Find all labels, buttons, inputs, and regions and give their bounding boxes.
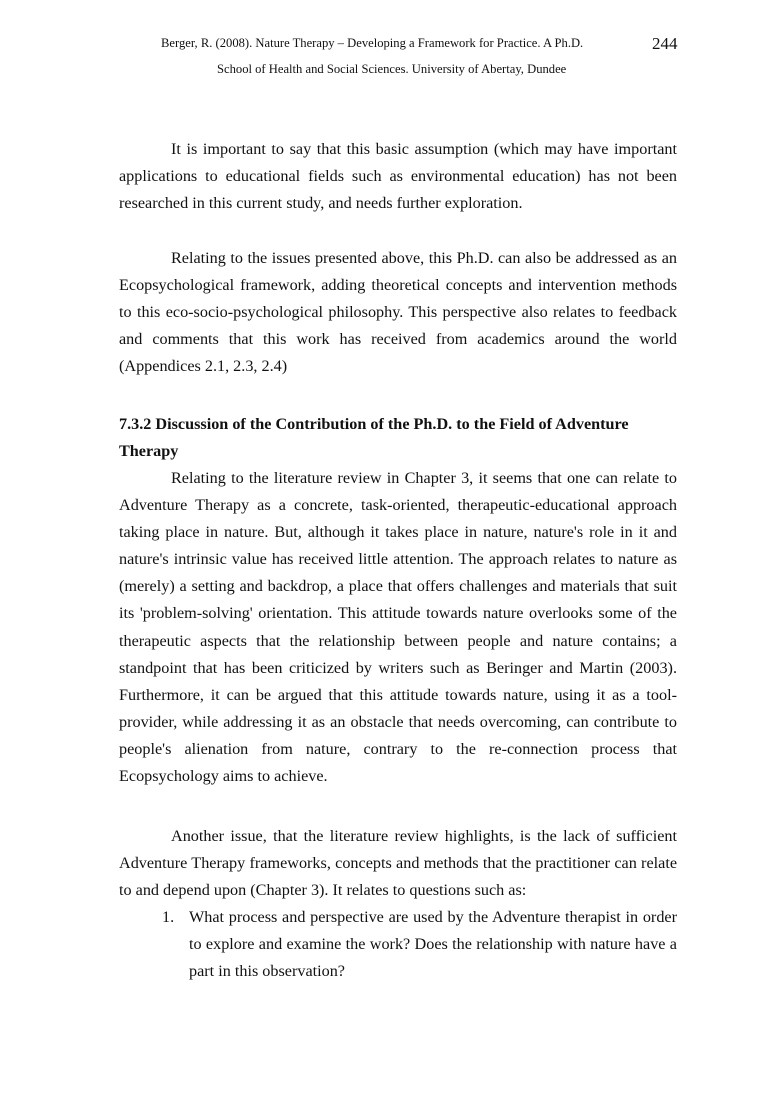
running-header-institution: School of Health and Social Sciences. University of Abertay, Dundee [217,62,567,76]
list-item-text: What process and perspective are used by the Adventure therapist in order to explore and examine the work? Does the relationship with nature have a part in this observation? [189,908,677,981]
body-paragraph: Relating to the issues presented above, this Ph.D. can also be addressed as an Ecopsychological framework, adding theoretical concepts and intervention methods to this eco-socio-psychological philosophy. This perspective also relates to feedback and comments that this work has received from academics around the world (Appendices 2.1, 2.3, 2.4) [119,249,677,376]
list-item-number: 1. [162,908,175,926]
list-item [162,904,677,985]
body-paragraph: Relating to the literature review in Chapter 3, it seems that one can relate to Adventure Therapy as a concrete, task-oriented, therapeutic-educational approach taking place in nature. But, although it takes place in nature, nature's role in it and nature's intrinsic value has received little attention. The approach relates to nature as (merely) a setting and backdrop, a place that offers challenges and materials that suit its 'problem-solving' orientation. This attitude towards nature overlooks some of the therapeutic aspects that the relationship between people and nature contains; a standpoint that has been criticized by writers such as Beringer and Martin (2003). Furthermore, it can be argued that this attitude towards nature, using it as a tool-provider, while addressing it as an obstacle that needs overcoming, can contribute to people's alienation from nature, contrary to the re-connection process that Ecopsychology aims to achieve. [119,469,677,786]
section-heading: 7.3.2 Discussion of the Contribution of the Ph.D. to the Field of Adventure Therapy [119,415,629,461]
numbered-list [162,904,677,985]
page-number: 244 [652,34,678,53]
running-header-citation: Berger, R. (2008). Nature Therapy – Developing a Framework for Practice. A Ph.D. [161,36,584,50]
body-paragraph: Another issue, that the literature review highlights, is the lack of sufficient Adventure Therapy frameworks, concepts and methods that the practitioner can relate to and depend upon (Chapter 3). It relates to questions such as: [119,827,677,900]
body-paragraph: It is important to say that this basic assumption (which may have important applications to educational fields such as environmental education) has not been researched in this current study, and needs further exploration. [119,140,677,213]
